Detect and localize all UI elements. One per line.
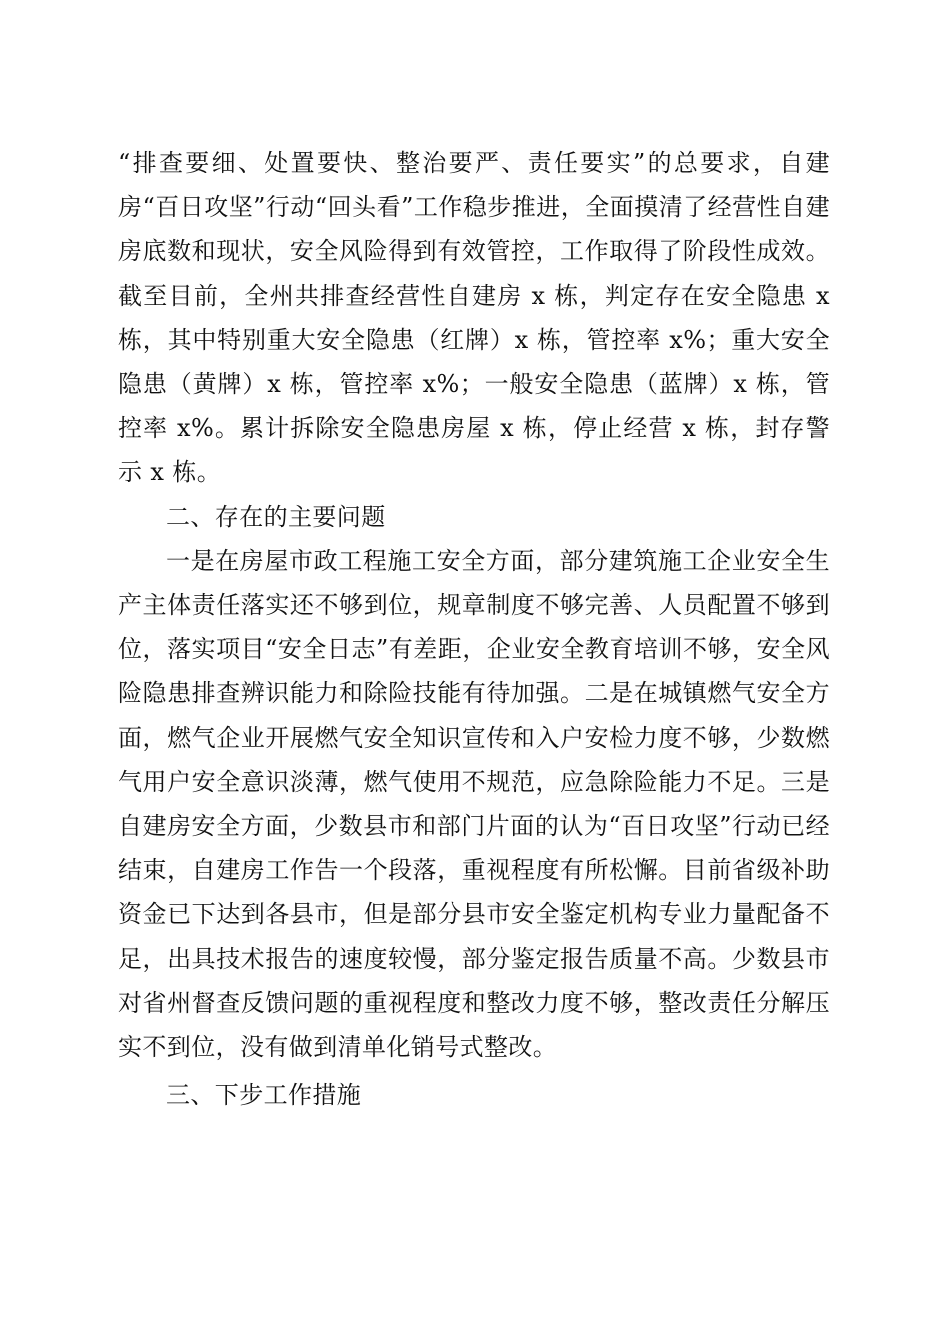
document-body	[118, 141, 830, 1117]
section-heading-main-problems: 二、存在的主要问题	[166, 502, 386, 531]
paragraph-progress-summary: “排查要细、处置要快、整治要严、责任要实”的总要求，自建房“百日攻坚”行动“回头看”工作稳步推进，全面摸清了经营性自建房底数和现状，安全风险得到有效管控，工作取得了阶段性成效。截至目前，全州共排查经营性自建房 x 栋，判定存在安全隐患 x 栋，其中特别重大安全隐患（红牌）x 栋，管控率 x%；重大安全隐患（黄牌）x 栋，管控率 x%；一般安全隐患（蓝牌）x 栋，管控率 x%。累计拆除安全隐患房屋 x 栋，停止经营 x 栋，封存警示 x 栋。	[118, 149, 830, 487]
section-heading-next-steps: 三、下步工作措施	[166, 1081, 362, 1110]
paragraph-main-problems: 一是在房屋市政工程施工安全方面，部分建筑施工企业安全生产主体责任落实还不够到位，规章制度不够完善、人员配置不够到位，落实项目“安全日志”有差距，企业安全教育培训不够，安全风险隐患排查辨识能力和除险技能有待加强。二是在城镇燃气安全方面，燃气企业开展燃气安全知识宣传和入户安检力度不够，少数燃气用户安全意识淡薄，燃气使用不规范，应急除险能力不足。三是自建房安全方面，少数县市和部门片面的认为“百日攻坚”行动已经结束，自建房工作告一个段落，重视程度有所松懈。目前省级补助资金已下达到各县市，但是部分县市安全鉴定机构专业力量配备不足，出具技术报告的速度较慢，部分鉴定报告质量不高。少数县市对省州督查反馈问题的重视程度和整改力度不够，整改责任分解压实不到位，没有做到清单化销号式整改。	[118, 546, 830, 1062]
